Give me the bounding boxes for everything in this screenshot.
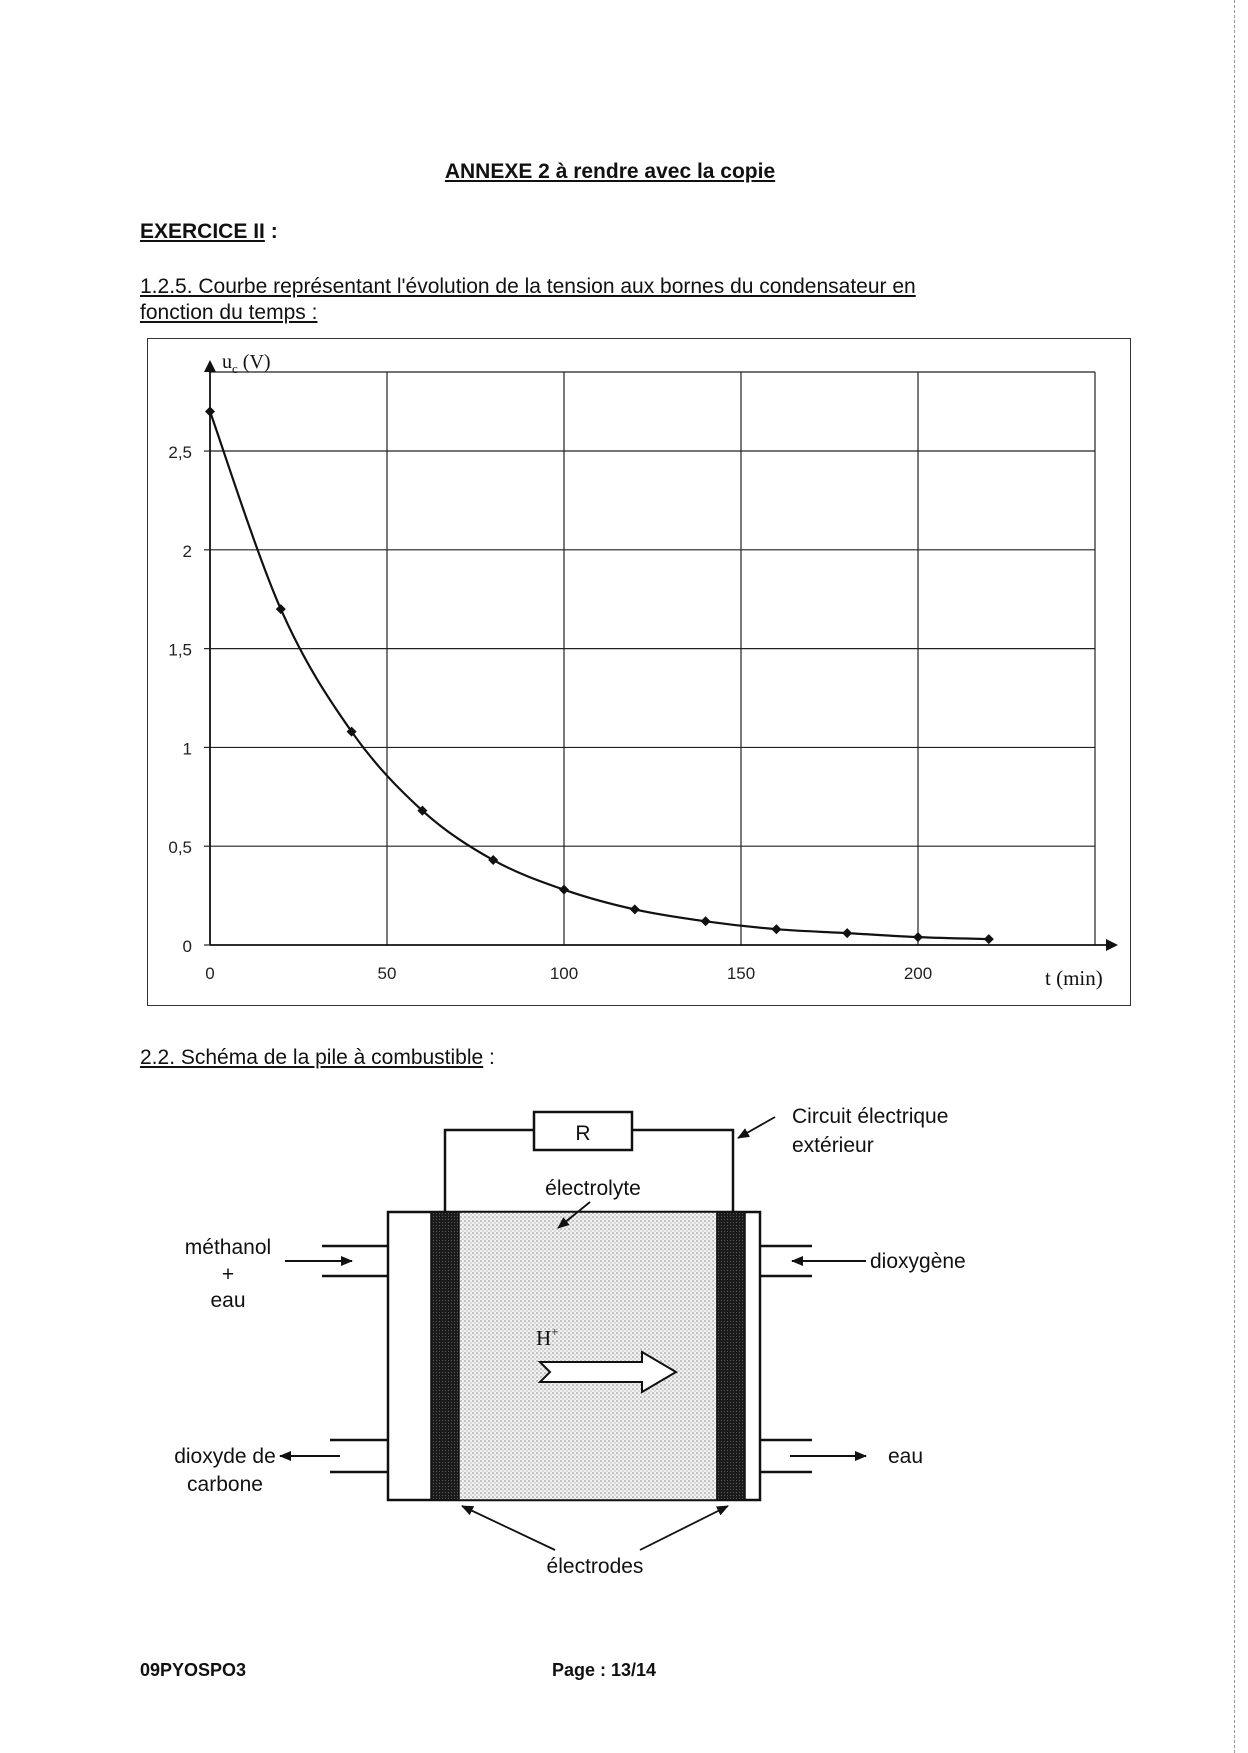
- methanol-label-line3: eau: [210, 1289, 246, 1312]
- annexe-title: ANNEXE 2 à rendre avec la copie: [444, 160, 776, 183]
- circuit-label-line1: Circuit électrique: [792, 1105, 949, 1128]
- methanol-label-line2: +: [221, 1263, 235, 1286]
- electrolyte-label: électrolyte: [545, 1177, 641, 1200]
- exercise-title-text: EXERCICE II: [140, 220, 265, 243]
- dioxygen-label: dioxygène: [870, 1250, 966, 1273]
- x-tick-label: 100: [549, 964, 579, 983]
- electrode-right: [717, 1212, 745, 1500]
- x-axis-label: t (min): [1045, 966, 1103, 990]
- section-1-text-line1: Courbe représentant l'évolution de la tension aux bornes du condensateur en: [192, 275, 916, 298]
- electrodes-label: électrodes: [546, 1555, 644, 1578]
- y-tick-label: 2: [182, 541, 192, 561]
- exercise-title-colon: :: [264, 220, 278, 243]
- footer-code: 09PYOSPO3: [140, 1660, 247, 1680]
- ion-label: H+: [536, 1324, 559, 1350]
- circuit-wire-right: [632, 1130, 733, 1212]
- y-tick-label: 1: [182, 739, 192, 759]
- section-2-text: Schéma de la pile à combustible: [175, 1046, 484, 1069]
- x-tick-label: 200: [903, 964, 933, 983]
- electrode-left: [431, 1212, 459, 1500]
- section-2-number: 2.2.: [140, 1046, 176, 1069]
- y-tick-label: 1,5: [168, 640, 192, 660]
- water-out-label: eau: [888, 1445, 924, 1468]
- x-tick-label: 0: [205, 964, 215, 983]
- section-1-number: 1.2.5.: [140, 275, 193, 298]
- co2-label-line1: dioxyde de: [174, 1445, 276, 1468]
- electrolyte-region: [455, 1212, 717, 1500]
- x-tick-label: 50: [377, 964, 397, 983]
- y-tick-label: 2,5: [168, 443, 192, 463]
- circuit-wire-left: [445, 1130, 534, 1212]
- y-tick-label: 0: [182, 937, 192, 956]
- resistor-label: R: [575, 1122, 591, 1145]
- electrode-pointer-left: [462, 1506, 555, 1550]
- methanol-label-line1: méthanol: [184, 1236, 272, 1259]
- co2-label-line2: carbone: [187, 1473, 263, 1496]
- section-2-colon: :: [483, 1046, 495, 1069]
- x-tick-label: 150: [726, 964, 756, 983]
- footer-page: Page : 13/14: [552, 1660, 657, 1680]
- section-1-text-line2: fonction du temps :: [140, 301, 318, 324]
- circuit-label-line2: extérieur: [792, 1134, 874, 1157]
- electrode-pointer-right: [640, 1506, 728, 1550]
- y-tick-label: 0,5: [168, 838, 192, 858]
- y-axis-label: $u_c$ (V): [222, 351, 271, 376]
- circuit-pointer: [738, 1117, 775, 1138]
